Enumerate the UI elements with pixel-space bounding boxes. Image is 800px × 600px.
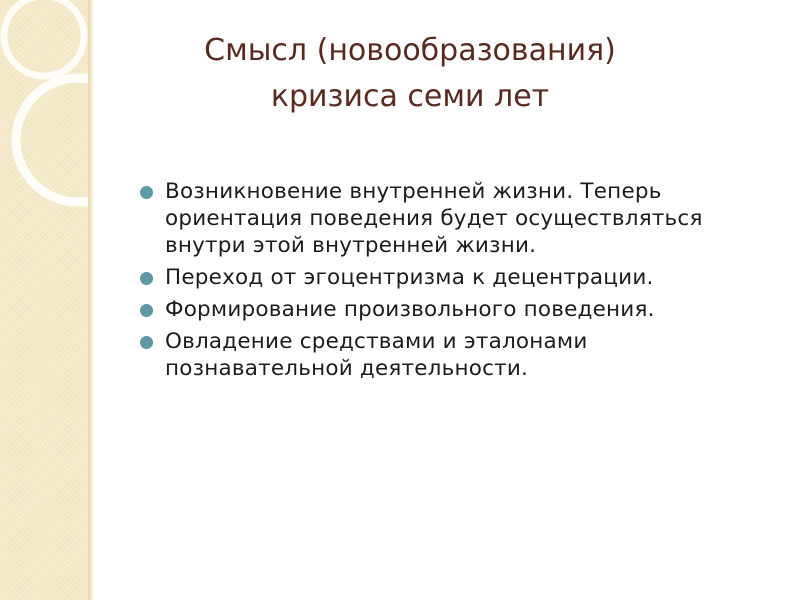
title-line-1: Смысл (новообразования): [204, 33, 616, 68]
decorative-side-panel: [0, 0, 88, 600]
bullet-item: [140, 328, 780, 382]
bullet-item: [140, 178, 780, 259]
decor-circle-small: [4, 0, 84, 76]
side-panel-edge: [88, 0, 94, 600]
bullet-dot-icon: [140, 304, 153, 317]
decorative-circles: [0, 0, 88, 260]
bullet-dot-icon: [140, 272, 153, 285]
decor-circle-large: [16, 78, 88, 202]
bullet-text: Формирование произвольного поведения.: [165, 297, 655, 322]
bullet-text: Переход от эгоцентризма к децентрации.: [165, 265, 654, 290]
title-line-2: кризиса семи лет: [270, 79, 550, 114]
bullet-text: Овладение средствами и эталонами познавательной деятельности.: [165, 329, 588, 381]
bullet-list: [140, 178, 780, 387]
bullet-dot-icon: [140, 186, 153, 199]
slide-title: [130, 28, 690, 120]
bullet-item: [140, 264, 780, 291]
bullet-item: [140, 296, 780, 323]
bullet-text: Возникновение внутренней жизни. Теперь ориентация поведения будет осуществляться внутри этой внутренней жизни.: [165, 179, 703, 258]
bullet-dot-icon: [140, 336, 153, 349]
